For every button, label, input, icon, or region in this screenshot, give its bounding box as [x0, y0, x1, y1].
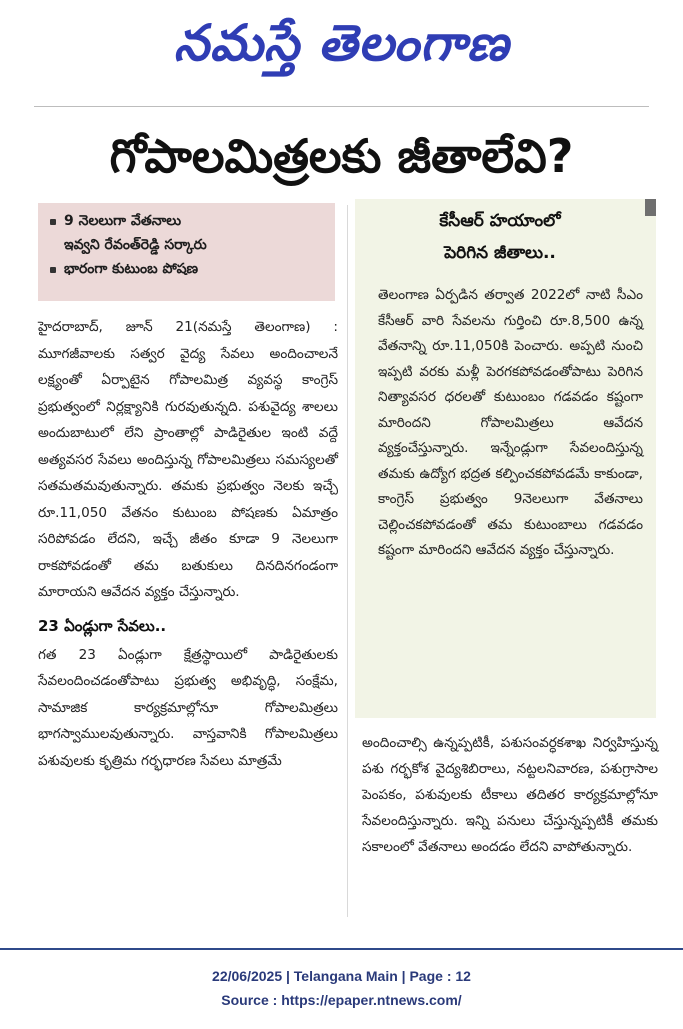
highlight-item: భారంగా కుటుంబ పోషణ — [46, 257, 335, 281]
highlight-item: ఇవ్వని రేవంత్‌రెడ్డి సర్కారు — [64, 237, 207, 253]
footer-source: Source : https://epaper.ntnews.com/ — [221, 992, 462, 1008]
sidebar-title-line: పెరిగిన జీతాలు.. — [444, 243, 556, 263]
highlight-item: 9 నెలలుగా వేతనాలు — [46, 209, 335, 233]
sidebar-body: తెలంగాణ ఏర్పడిన తర్వాత 2022లో నాటి సీఎం కేసీఆర్ వారి సేవలను గుర్తించి రూ.8,500 ఉన్న వేతనాన్ని రూ.11,050కి పెంచారు. అప్పటి నుంచి ఇప్పటి వరకు మళ్లీ పెరగకపోవడంతోపాటు పెరిగిన నిత్యావసర ధరలతో కుటుంబం గడవడం కష్టంగా మారిందని గోపాలమిత్రలు ఆవేదన వ్యక్తంచేస్తున్నారు. ఇన్నేండ్లుగా సేవలందిస్తున్న తమకు ఉద్యోగ భద్రత కల్పించకపోవడమే కాకుండా, కాంగ్రెస్ ప్రభుత్వం 9నెలలుగా వేతనాలు చెల్లించకపోవడంతో తమ కుటుంబాలు గడవడం కష్టంగా మారిందని ఆవేదన వ్యక్తం చేస్తున్నారు. — [378, 287, 643, 558]
sidebar-title — [355, 205, 645, 269]
sidebar-corner-marker — [645, 199, 656, 216]
article-left-column — [38, 314, 338, 774]
footer-dateline: 22/06/2025 | Telangana Main | Page : 12 — [212, 968, 471, 984]
highlights-box — [38, 203, 335, 301]
masthead — [0, 0, 683, 92]
article-headline: గోపాలమిత్రలకు జీతాలేవి? — [109, 129, 574, 183]
article-subheading: 23 ఏండ్లుగా సేవలు.. — [38, 616, 167, 635]
sidebar-title-line: కేసీఆర్ హయాంలో — [439, 211, 561, 231]
article-continuation: అందించాల్సి ఉన్నప్పటికీ, పశుసంవర్ధకశాఖ నిర్వహిస్తున్న పశు గర్భకోశ వైద్యశిబిరాలు, నట్టలనివారణ, పశుగ్రాసాల పెంపకం, పశువులకు టీకాలు తదితర కార్యక్రమాల్లోనూ సేవలందిస్తున్నారు. ఇన్ని పనులు చేస్తున్నప్పటికీ తమకు సకాలంలో వేతనాలు అందడం లేదని వాపోతున్నారు. — [362, 735, 658, 855]
footer-divider — [0, 948, 683, 950]
newspaper-logo: నమస్తే తెలంగాణ — [173, 13, 510, 72]
column-divider — [347, 205, 348, 917]
article-paragraph: హైదరాబాద్, జూన్ 21(నమస్తే తెలంగాణ) : మూగజీవాలకు సత్వర వైద్య సేవలు అందించాలనే లక్ష్యంతో ఏర్పాటైన గోపాలమిత్ర వ్యవస్థ కాంగ్రెస్ ప్రభుత్వంలో నిర్లక్ష్యానికి గురవుతున్నది. పశువైద్య శాలలు అందుబాటులో లేని ప్రాంతాల్లో పాడిరైతుల ఇంటి వద్దే అత్యవసర సేవలు అందిస్తున్న గోపాలమిత్రలు సమస్యలతో సతమతమవుతున్నారు. తమకు ప్రభుత్వం నెలకు ఇచ్చే రూ.11,050 వేతనం కుటుంబ పోషణకు ఏమాత్రం సరిపోవడం లేదని, ఇచ్చే జీతం కూడా 9 నెలలుగా రాకపోవడంతో తమ బతుకులు దినదినగండంగా మారాయని ఆవేదన వ్యక్తం చేస్తున్నారు. — [38, 319, 338, 600]
masthead-divider — [34, 106, 649, 107]
article-paragraph: గత 23 ఏండ్లుగా క్షేత్రస్థాయిలో పాడిరైతులకు సేవలందించడంతోపాటు ప్రభుత్వ అభివృద్ధి, సంక్షేమ, సామాజిక కార్యక్రమాల్లోనూ గోపాలమిత్రలు భాగస్వాములవుతున్నారు. వాస్తవానికి గోపాలమిత్రలు పశువులకు కృత్రిమ గర్భధారణ సేవలు మాత్రమే — [38, 646, 338, 769]
